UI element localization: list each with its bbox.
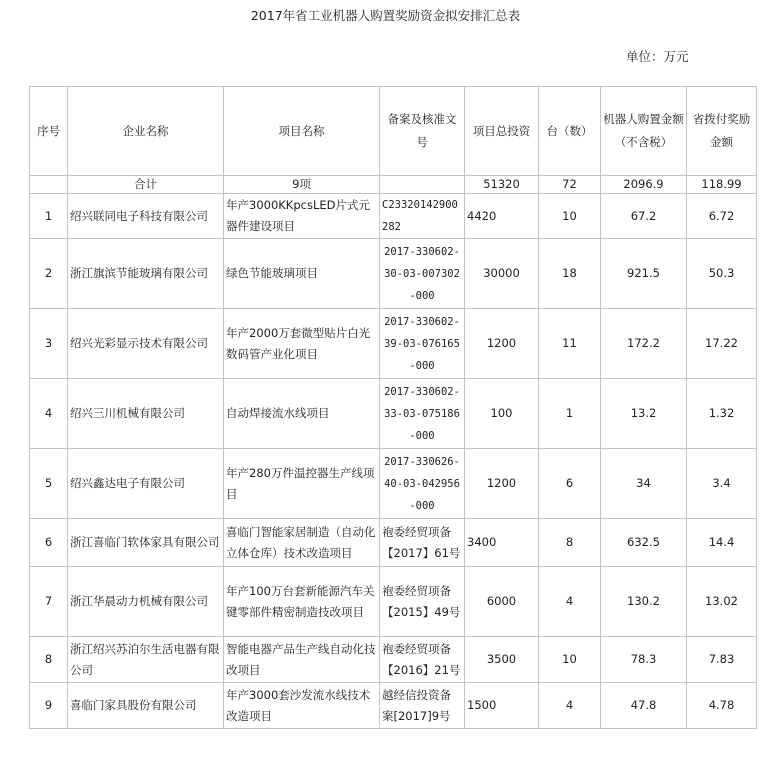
row-seq: 2 bbox=[30, 239, 68, 309]
row-amount: 67.2 bbox=[601, 194, 687, 239]
summary-table bbox=[29, 86, 757, 729]
row-units: 4 bbox=[539, 567, 601, 637]
row-project: 年产2000万套微型贴片白光数码管产业化项目 bbox=[224, 309, 380, 379]
row-seq: 6 bbox=[30, 519, 68, 567]
row-amount: 34 bbox=[601, 449, 687, 519]
total-seq bbox=[30, 176, 68, 194]
header-amount: 机器人购置金额（不含税） bbox=[601, 87, 687, 176]
row-filing: 袍委经贸项备【2017】61号 bbox=[380, 519, 465, 567]
total-label: 合计 bbox=[68, 176, 224, 194]
table-row bbox=[30, 194, 757, 239]
row-investment: 1200 bbox=[465, 449, 539, 519]
row-units: 6 bbox=[539, 449, 601, 519]
row-reward: 3.4 bbox=[687, 449, 757, 519]
total-filing bbox=[380, 176, 465, 194]
row-filing: 2017-330602-33-03-075186-000 bbox=[380, 379, 465, 449]
row-project: 喜临门智能家居制造（自动化立体仓库）技术改造项目 bbox=[224, 519, 380, 567]
row-reward: 13.02 bbox=[687, 567, 757, 637]
row-amount: 78.3 bbox=[601, 637, 687, 683]
total-investment: 51320 bbox=[465, 176, 539, 194]
row-reward: 17.22 bbox=[687, 309, 757, 379]
row-project: 年产280万件温控器生产线项目 bbox=[224, 449, 380, 519]
row-units: 4 bbox=[539, 683, 601, 729]
header-units: 台（数） bbox=[539, 87, 601, 176]
row-reward: 7.83 bbox=[687, 637, 757, 683]
row-investment: 6000 bbox=[465, 567, 539, 637]
header-seq: 序号 bbox=[30, 87, 68, 176]
table-row bbox=[30, 239, 757, 309]
table-row bbox=[30, 683, 757, 729]
row-reward: 6.72 bbox=[687, 194, 757, 239]
row-amount: 632.5 bbox=[601, 519, 687, 567]
unit-label: 单位：万元 bbox=[626, 49, 689, 64]
row-filing: 2017-330602-39-03-076165-000 bbox=[380, 309, 465, 379]
header-company: 企业名称 bbox=[68, 87, 224, 176]
row-seq: 5 bbox=[30, 449, 68, 519]
row-filing: 越经信投资备案[2017]9号 bbox=[380, 683, 465, 729]
row-amount: 172.2 bbox=[601, 309, 687, 379]
row-reward: 14.4 bbox=[687, 519, 757, 567]
total-row bbox=[30, 176, 757, 194]
table-row bbox=[30, 637, 757, 683]
row-units: 10 bbox=[539, 194, 601, 239]
row-seq: 3 bbox=[30, 309, 68, 379]
total-project-count: 9项 bbox=[224, 176, 380, 194]
row-reward: 4.78 bbox=[687, 683, 757, 729]
row-company: 浙江旗滨节能玻璃有限公司 bbox=[68, 239, 224, 309]
row-company: 浙江绍兴苏泊尔生活电器有限公司 bbox=[68, 637, 224, 683]
total-units: 72 bbox=[539, 176, 601, 194]
header-investment: 项目总投资 bbox=[465, 87, 539, 176]
total-reward: 118.99 bbox=[687, 176, 757, 194]
table-row bbox=[30, 379, 757, 449]
row-units: 11 bbox=[539, 309, 601, 379]
row-reward: 50.3 bbox=[687, 239, 757, 309]
row-project: 智能电器产品生产线自动化技改项目 bbox=[224, 637, 380, 683]
row-filing: 袍委经贸项备【2016】21号 bbox=[380, 637, 465, 683]
row-company: 喜临门家具股份有限公司 bbox=[68, 683, 224, 729]
row-company: 绍兴光彩显示技术有限公司 bbox=[68, 309, 224, 379]
row-amount: 921.5 bbox=[601, 239, 687, 309]
row-project: 绿色节能玻璃项目 bbox=[224, 239, 380, 309]
row-reward: 1.32 bbox=[687, 379, 757, 449]
row-seq: 7 bbox=[30, 567, 68, 637]
row-units: 1 bbox=[539, 379, 601, 449]
table-row bbox=[30, 519, 757, 567]
row-project: 年产3000KKpcsLED片式元器件建设项目 bbox=[224, 194, 380, 239]
row-filing: C23320142900282 bbox=[380, 194, 465, 239]
page-title: 2017年省工业机器人购置奖励资金拟安排汇总表 bbox=[250, 8, 521, 23]
row-filing: 2017-330602-30-03-007302-000 bbox=[380, 239, 465, 309]
row-amount: 47.8 bbox=[601, 683, 687, 729]
row-investment: 1500 bbox=[465, 683, 539, 729]
table-row bbox=[30, 567, 757, 637]
row-seq: 1 bbox=[30, 194, 68, 239]
row-investment: 3500 bbox=[465, 637, 539, 683]
row-seq: 9 bbox=[30, 683, 68, 729]
row-investment: 4420 bbox=[465, 194, 539, 239]
row-investment: 100 bbox=[465, 379, 539, 449]
row-seq: 4 bbox=[30, 379, 68, 449]
row-project: 年产100万台套新能源汽车关键零部件精密制造技改项目 bbox=[224, 567, 380, 637]
total-amount: 2096.9 bbox=[601, 176, 687, 194]
row-seq: 8 bbox=[30, 637, 68, 683]
row-investment: 3400 bbox=[465, 519, 539, 567]
row-investment: 30000 bbox=[465, 239, 539, 309]
row-units: 18 bbox=[539, 239, 601, 309]
row-amount: 13.2 bbox=[601, 379, 687, 449]
row-filing: 2017-330626-40-03-042956-000 bbox=[380, 449, 465, 519]
row-units: 10 bbox=[539, 637, 601, 683]
header-reward: 省拨付奖励金额 bbox=[687, 87, 757, 176]
row-company: 绍兴联同电子科技有限公司 bbox=[68, 194, 224, 239]
row-company: 绍兴鑫达电子有限公司 bbox=[68, 449, 224, 519]
row-company: 绍兴三川机械有限公司 bbox=[68, 379, 224, 449]
header-project: 项目名称 bbox=[224, 87, 380, 176]
row-investment: 1200 bbox=[465, 309, 539, 379]
row-units: 8 bbox=[539, 519, 601, 567]
table-row bbox=[30, 309, 757, 379]
header-row bbox=[30, 87, 757, 176]
row-company: 浙江喜临门软体家具有限公司 bbox=[68, 519, 224, 567]
row-project: 自动焊接流水线项目 bbox=[224, 379, 380, 449]
row-amount: 130.2 bbox=[601, 567, 687, 637]
table-row bbox=[30, 449, 757, 519]
row-company: 浙江华晨动力机械有限公司 bbox=[68, 567, 224, 637]
header-filing: 备案及核准文号 bbox=[380, 87, 465, 176]
row-project: 年产3000套沙发流水线技术改造项目 bbox=[224, 683, 380, 729]
row-filing: 袍委经贸项备【2015】49号 bbox=[380, 567, 465, 637]
